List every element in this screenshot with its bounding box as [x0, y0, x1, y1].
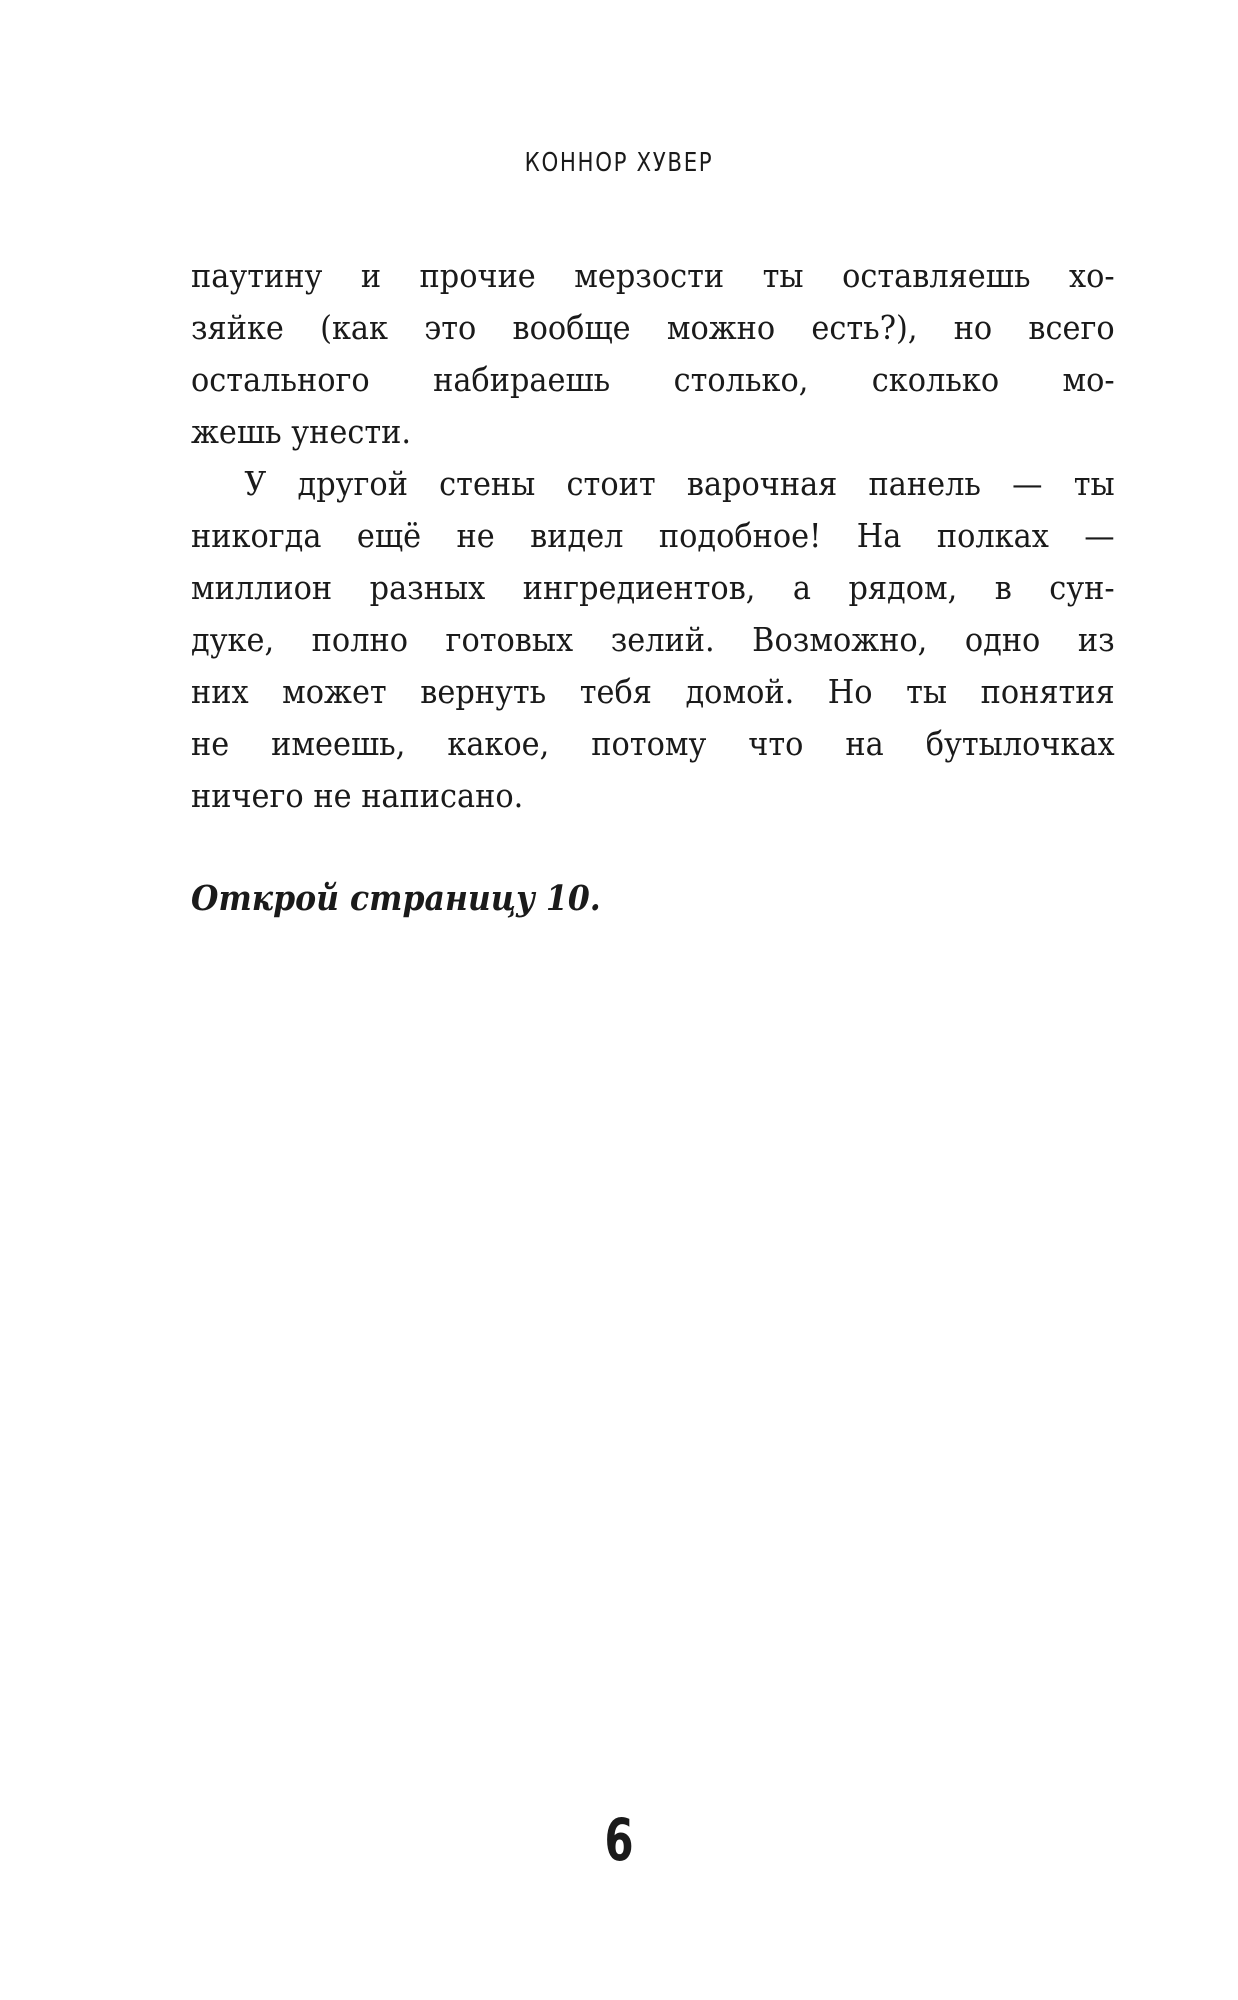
text-line: зяйке (как это вообще можно есть?), но всего — [191, 308, 1115, 347]
text-line: не имеешь, какое, потому что на бутылочках — [191, 724, 1115, 763]
text-line: миллион разных ингредиентов, а рядом, в сун- — [191, 568, 1115, 607]
go-to-page-instruction: Открой страницу 10. — [191, 878, 601, 919]
text-line: паутину и прочие мерзости ты оставляешь хо- — [191, 256, 1115, 295]
body-text — [191, 250, 1115, 822]
text-line: них может вернуть тебя домой. Но ты понятия — [191, 672, 1115, 711]
page-number: 6 — [604, 1806, 634, 1874]
text-line: остального набираешь столько, сколько мо- — [191, 360, 1115, 399]
text-line: жешь унести. — [191, 412, 412, 451]
paragraph-2 — [191, 458, 1115, 822]
text-line: ничего не написано. — [191, 776, 524, 815]
running-head: КОННОР ХУВЕР — [524, 148, 714, 178]
text-line: У другой стены стоит варочная панель — ты — [244, 464, 1115, 503]
text-line: дуке, полно готовых зелий. Возможно, одно из — [191, 620, 1115, 659]
text-line: никогда ещё не видел подобное! На полках — — [191, 516, 1115, 555]
paragraph-1 — [191, 250, 1115, 458]
